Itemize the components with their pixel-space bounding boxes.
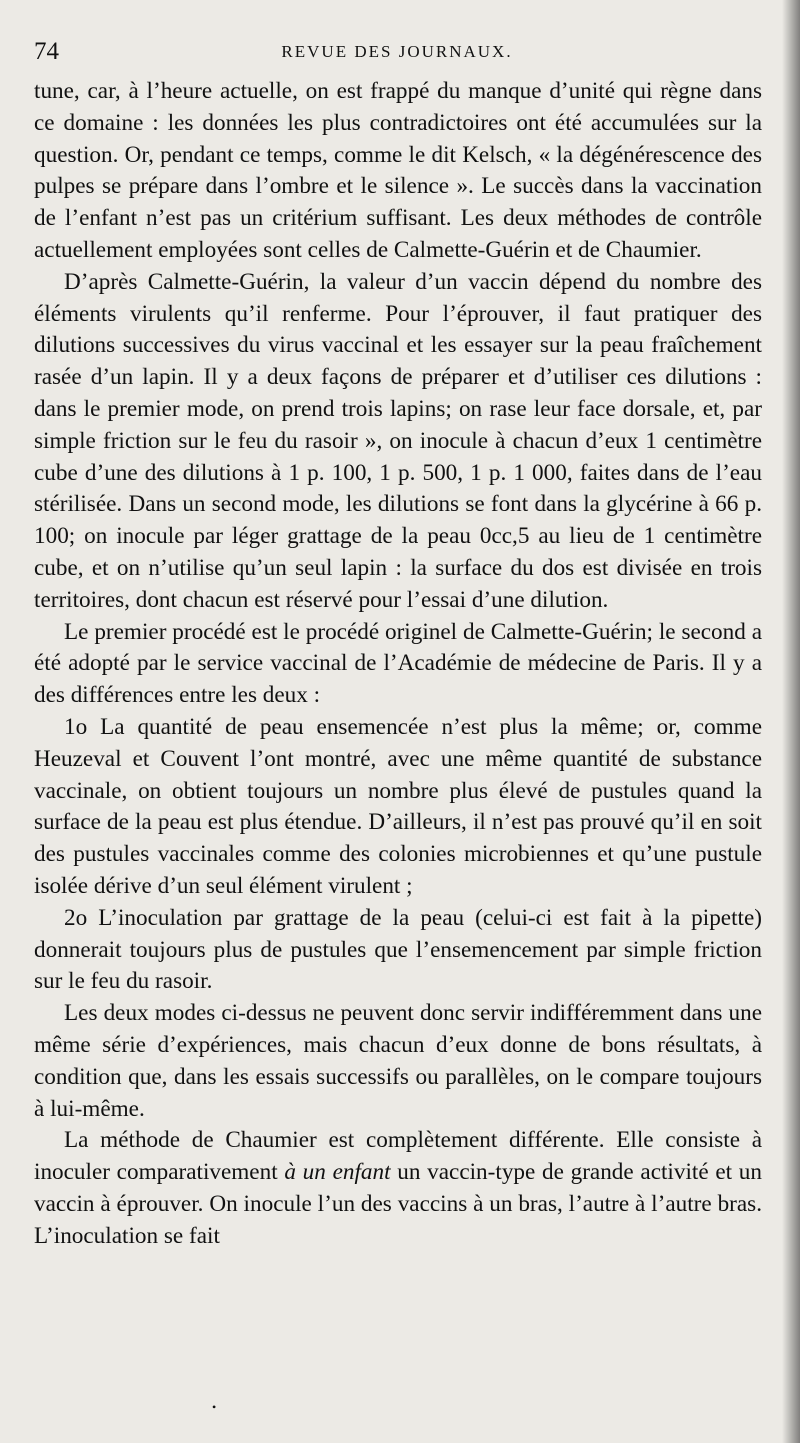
page-number: 74 xyxy=(34,38,59,65)
paragraph-7 xyxy=(34,1125,762,1252)
paragraph-7-start: La méthode de Chaumier est complètement différente. Elle consiste à inoculer comparativement xyxy=(34,1127,762,1186)
paragraph-1: tune, car, à l’heure actuelle, on est frappé du manque d’unité qui règne dans ce domaine : les données les plus contradictoires ont été accumulées sur la question. Or, pendant ce temps, comme le dit Kelsch, « la dégénérescence des pulpes se prépare dans l’ombre et le silence ». Le succès dans la vaccination de l’enfant n’est pas un critérium suffisant. Les deux méthodes de contrôle actuellement employées sont celles de Calmette-Guérin et de Chaumier. xyxy=(34,78,762,263)
running-head: REVUE DES JOURNAUX. xyxy=(281,42,513,61)
paragraph-2: D’après Calmette-Guérin, la valeur d’un vaccin dépend du nombre des éléments virulents qu’il renferme. Pour l’éprouver, il faut pratiquer des dilutions successives du virus vaccinal et les essayer sur la peau fraîchement rasée d’un lapin. Il y a deux façons de préparer et d’utiliser ces dilutions : dans le premier mode, on prend trois lapins; on rase leur face dorsale, et, par simple friction sur le feu du rasoir », on inocule à chacun d’eux 1 centimètre cube d’une des dilutions à 1 p. 100, 1 p. 500, 1 p. 1 000, faites dans de l’eau stérilisée. Dans un second mode, les dilutions se font dans la glycérine à 66 p. 100; on inocule par léger grattage de la peau 0cc,5 au lieu de 1 centimètre cube, et on n’utilise qu’un seul lapin : la surface du dos est divisée en trois territoires, dont chacun est réservé pour l’essai d’une dilution. xyxy=(34,268,762,613)
emphasis-text: à un enfant xyxy=(284,1159,391,1186)
page-header xyxy=(34,38,760,68)
paragraph-7-end: un vaccin-type de grande activité et un vaccin à éprouver. On inocule l’un des vaccins à un bras, l’autre à l’autre bras. L’inoculation se fait xyxy=(34,1159,762,1249)
paragraph-3: Le premier procédé est le procédé originel de Calmette-Guérin; le second a été adopté par le service vaccinal de l’Académie de médecine de Paris. Il y a des différences entre les deux : xyxy=(34,618,762,709)
article-body xyxy=(34,76,762,1252)
paragraph-5: 2o L’inoculation par grattage de la peau (celui-ci est fait à la pipette) donnerait toujours plus de pustules que l’ensemencement par simple friction sur le feu du rasoir. xyxy=(34,904,762,995)
footer-mark: • xyxy=(212,1400,217,1414)
paragraph-4: 1o La quantité de peau ensemencée n’est plus la même; or, comme Heuzeval et Couvent l’ont montré, avec une même quantité de substance vaccinale, on obtient toujours un nombre plus élevé de pustules quand la surface de la peau est plus étendue. D’ailleurs, il n’est pas prouvé qu’il en soit des pustules vaccinales comme des colonies microbiennes et qu’une pustule isolée dérive d’un seul élément virulent ; xyxy=(34,713,762,899)
paragraph-6: Les deux modes ci-dessus ne peuvent donc servir indifféremment dans une même série d’expériences, mais chacun d’eux donne de bons résultats, à condition que, dans les essais successifs ou parallèles, on le compare toujours à lui-même. xyxy=(34,1000,762,1122)
